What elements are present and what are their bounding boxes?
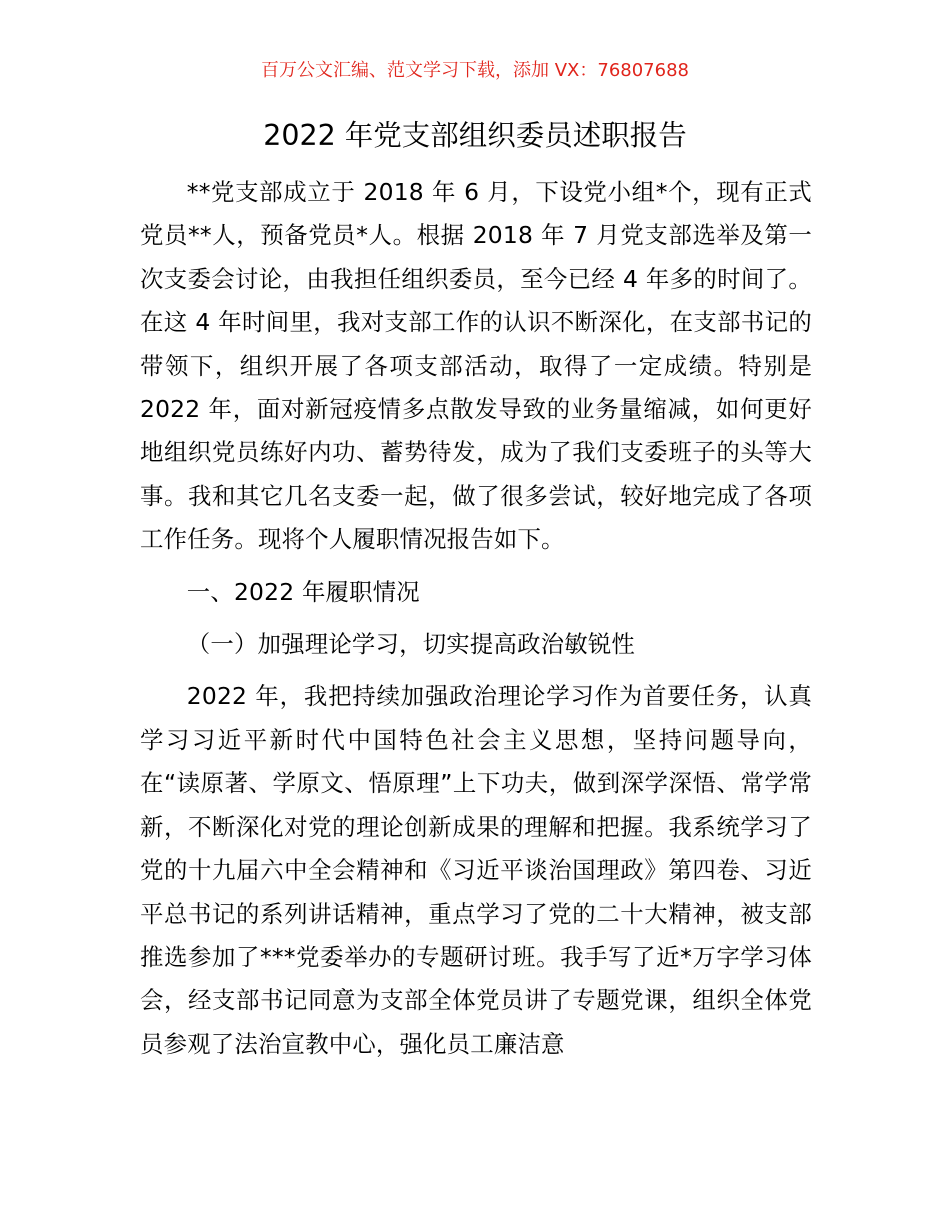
intro-paragraph: **党支部成立于 2018 年 6 月，下设党小组*个，现有正式党员**人，预备党员*人。根据 2018 年 7 月党支部选举及第一次支委会讨论，由我担任组织委员，至今已经 4 年多的时间了。在这 4 年时间里，我对支部工作的认识不断深化，在支部书记的带领下，组织开展了各项支部活动，取得了一定成绩。特别是 2022 年，面对新冠疫情多点散发导致的业务量缩减，如何更好地组织党员练好内功、蓄势待发，成为了我们支委班子的头等大事。我和其它几名支委一起，做了很多尝试，较好地完成了各项工作任务。现将个人履职情况报告如下。: [140, 178, 812, 554]
subsection-heading: （一）加强理论学习，切实提高政治敏锐性: [186, 630, 636, 659]
body-paragraph: 2022 年，我把持续加强政治理论学习作为首要任务，认真学习习近平新时代中国特色社会主义思想，坚持问题导向，在“读原著、学原文、悟原理”上下功夫，做到深学深悟、常学常新，不断深化对党的理论创新成果的理解和把握。我系统学习了党的十九届六中全会精神和《习近平谈治国理政》第四卷、习近平总书记的系列讲话精神，重点学习了党的二十大精神，被支部推选参加了***党委举办的专题研讨班。我手写了近*万字学习体会，经支部书记同意为支部全体党员讲了专题党课，组织全体党员参观了法治宣教中心，强化员工廉洁意: [140, 682, 812, 1058]
document-body: [140, 171, 812, 1066]
document-title: 2022 年党支部组织委员述职报告: [263, 119, 687, 152]
watermark-header: 百万公文汇编、范文学习下载，添加 VX：76807688: [261, 60, 689, 81]
section-heading: 一、2022 年履职情况: [186, 577, 420, 606]
